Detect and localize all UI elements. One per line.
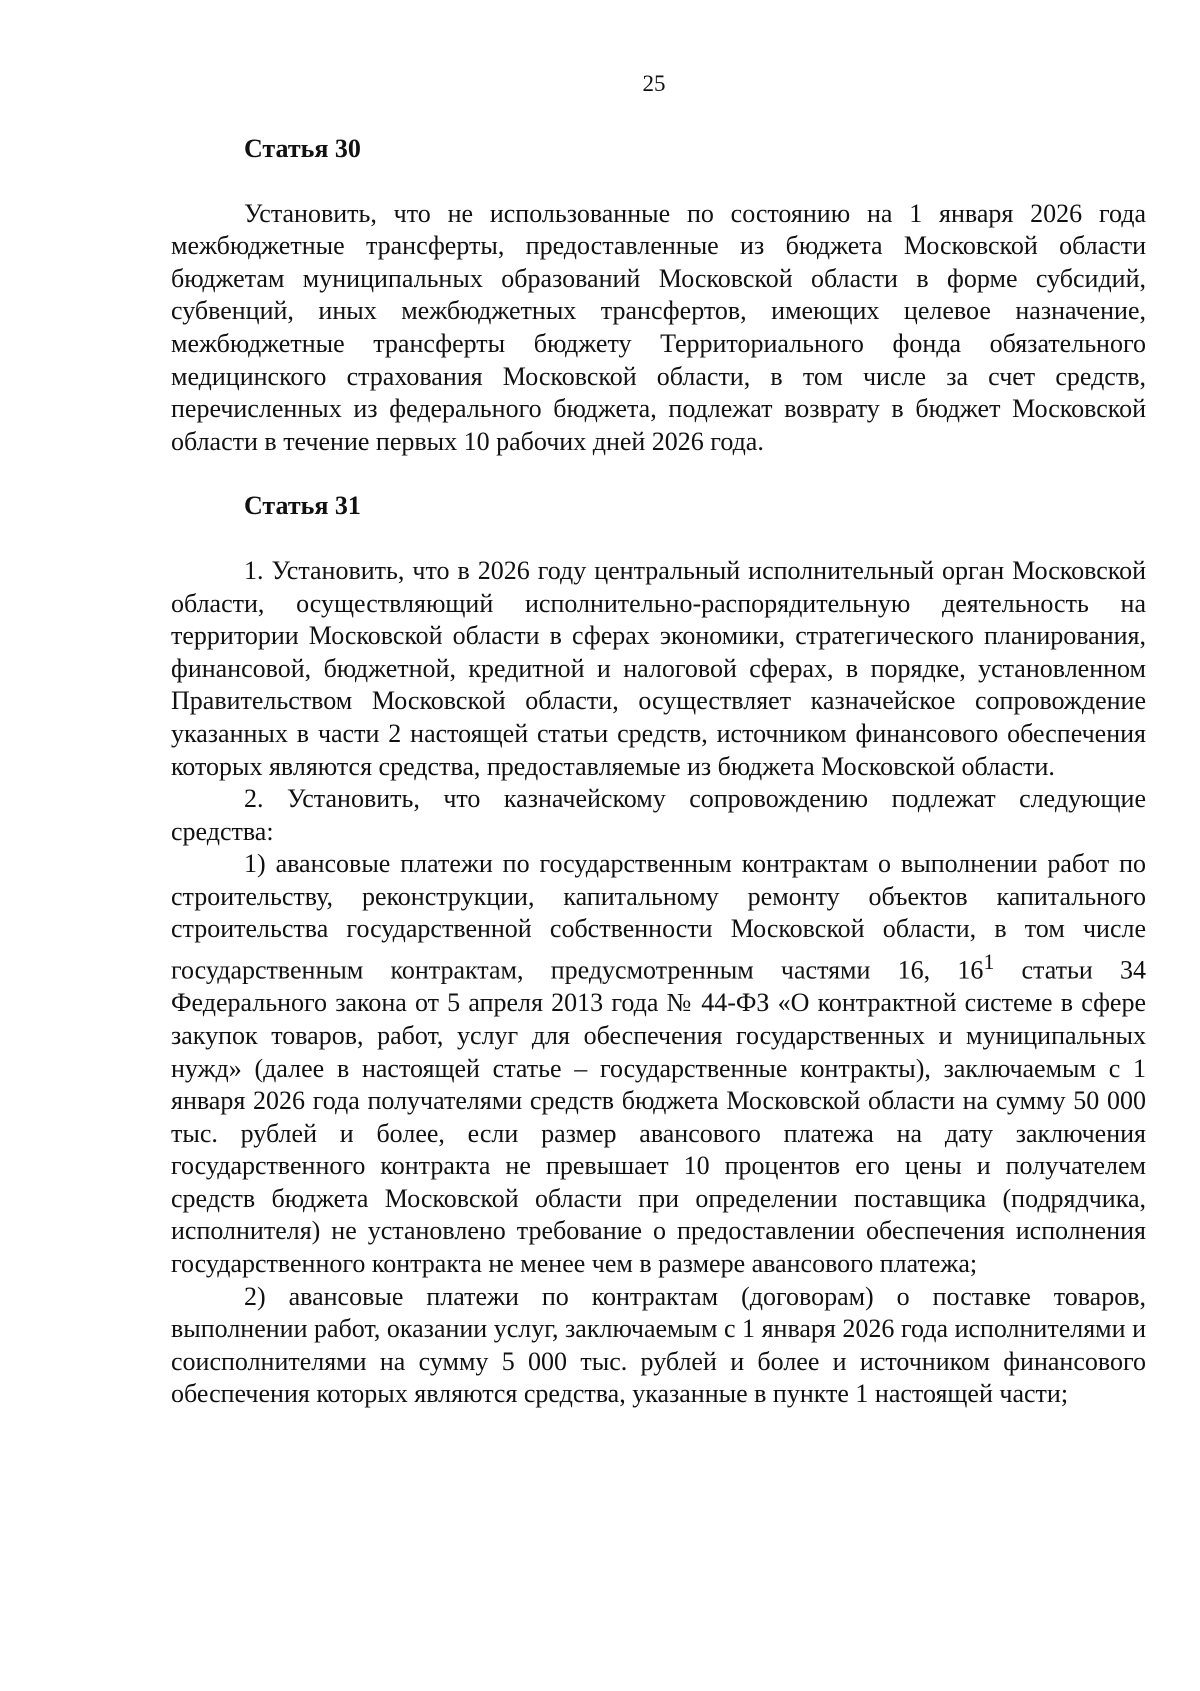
item-1-superscript: 1 [983, 950, 995, 975]
article-30-text: Установить, что не использованные по состоянию на 1 января 2026 года межбюджетные трансферты, предоставленные из бюджета Московской области бюджетам муниципальных образований Московской области в форме субсидий, субвенций, иных межбюджетных трансфертов, имеющих целевое назначение, межбюджетные трансферты бюджету Территориального фонда обязательного медицинского страхования Московской области, в том числе за счет средств, перечисленных из федерального бюджета, подлежат возврату в бюджет Московской области в течение первых 10 рабочих дней 2026 года. [171, 198, 1146, 456]
article-31-part-1: 1. Установить, что в 2026 году центральный исполнительный орган Московской области, осуществляющий исполнительно-распорядительную деятельность на территории Московской области в сферах экономики, стратегического планирования, финансовой, бюджетной, кредитной и налоговой сферах, в порядке, установленном Правительством Московской области, осуществляет казначейское сопровождение указанных в части 2 настоящей статьи средств, источником финансового обеспечения которых являются средства, предоставляемые из бюджета Московской области. [171, 555, 1146, 781]
item-1-text-end: статьи 34 Федерального закона от 5 апреля 2013 года № 44-ФЗ «О контрактной системе в сфере закупок товаров, работ, услуг для обеспечения государственных и муниципальных нужд» (далее в настоящей статье – государственные контракты), заключаемым с 1 января 2026 года получателями средств бюджета Московской области на сумму 50 000 тыс. рублей и более, если размер авансового платежа на дату заключения государственного контракта не превышает 10 процентов его цены и получателем средств бюджета Московской области при определении поставщика (подрядчика, исполнителя) не установлено требование о предоставлении обеспечения исполнения государственного контракта не менее чем в размере авансового платежа; [171, 955, 1146, 1279]
document-body [171, 133, 1146, 1411]
article-31-part-2: 2. Установить, что казначейскому сопровождению подлежат следующие средства: [171, 784, 1146, 846]
article-31-item-2: 2) авансовые платежи по контрактам (договорам) о поставке товаров, выполнении работ, оказании услуг, заключаемым с 1 января 2026 года исполнителями и соисполнителями на сумму 5 000 тыс. рублей и более и источником финансового обеспечения которых являются средства, указанные в пункте 1 настоящей части; [171, 1281, 1146, 1409]
item-1-text-start: 1) авансовые платежи по государственным контрактам о выполнении работ по строительству, реконструкции, капитальному ремонту объектов капитального строительства государственной собственности Московской области, в том числе государственным контрактам, предусмотренным частями 16, 16 [171, 849, 1146, 985]
article-30-heading: Статья 30 [244, 134, 361, 163]
page-number: 25 [642, 71, 666, 96]
article-31-item-1 [171, 848, 1146, 1280]
article-31-heading: Статья 31 [244, 491, 361, 521]
